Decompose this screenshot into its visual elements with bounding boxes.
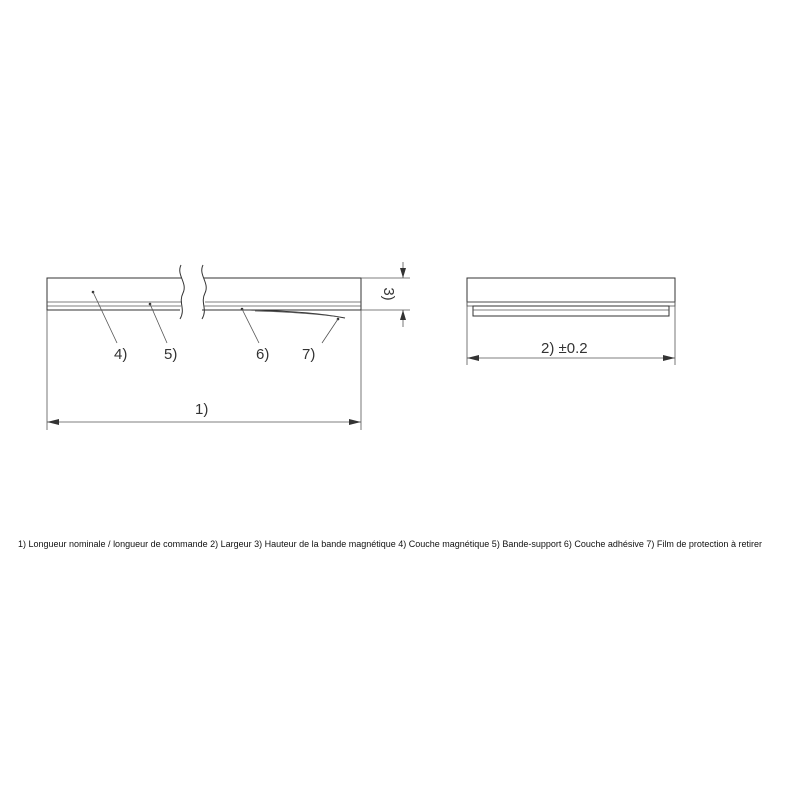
legend: 1) Longueur nominale / longueur de commande 2) Largeur 3) Hauteur de la bande magnétique 4) Couche magnétique 5) Bande-support 6) Couche adhésive 7) Film de protection à retirer — [18, 539, 762, 549]
width-tolerance: ±0.2 — [558, 340, 588, 357]
side-view-right-segment — [202, 278, 361, 310]
height-dimension — [361, 262, 410, 327]
break-mark-left — [180, 265, 184, 319]
length-arrow-left — [47, 419, 59, 425]
adhesive-layer-leader — [242, 309, 259, 343]
protective-film-label: 7) — [302, 346, 316, 363]
height-label: 3) — [380, 287, 398, 301]
height-arrow-bottom — [400, 310, 406, 320]
magnetic-layer-label: 4) — [114, 346, 128, 363]
callouts — [92, 291, 340, 363]
end-view-carrier — [467, 302, 675, 306]
break-mark-right — [202, 265, 206, 319]
adhesive-layer-label: 6) — [256, 346, 270, 363]
protective-film-leader — [322, 319, 338, 343]
side-view-left-segment — [47, 278, 182, 310]
width-arrow-right — [663, 355, 675, 361]
length-arrow-right — [349, 419, 361, 425]
height-arrow-top — [400, 268, 406, 278]
end-view — [467, 278, 675, 316]
width-arrow-left — [467, 355, 479, 361]
width-label — [541, 340, 588, 357]
width-label-number: 2) — [541, 340, 555, 357]
width-dimension — [467, 302, 675, 365]
end-view-adhesive — [473, 306, 669, 316]
carrier-tape-label: 5) — [164, 346, 178, 363]
end-view-body — [467, 278, 675, 302]
magnetic-layer-leader — [93, 292, 117, 343]
length-label: 1) — [195, 401, 209, 418]
length-dimension — [47, 310, 361, 430]
